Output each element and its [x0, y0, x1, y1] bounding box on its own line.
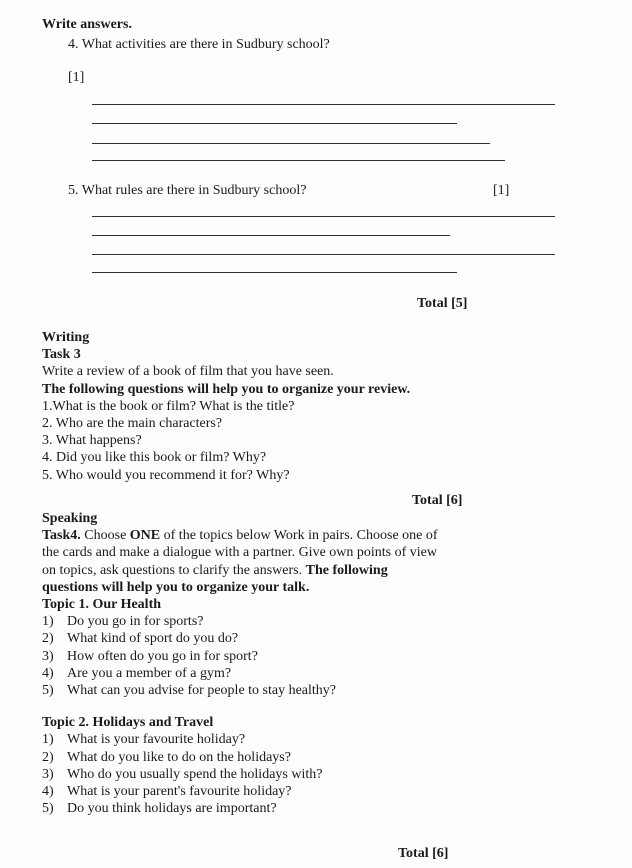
question-number: 1): [42, 732, 54, 748]
writing-question: 2. Who are the main characters?: [42, 416, 223, 432]
question-number: 1): [42, 614, 54, 630]
writing-question: 3. What happens?: [42, 433, 142, 449]
question-number: 2): [42, 749, 54, 765]
topic-question: [42, 648, 438, 665]
question-text: Do you go in for sports?: [67, 614, 204, 630]
writing-section: [42, 329, 410, 484]
question-number: 2): [42, 631, 54, 647]
reading-total: Total [5]: [417, 296, 468, 311]
writing-help: The following questions will help you to organize your review.: [42, 381, 411, 397]
topic-question: [42, 682, 438, 699]
topic-question: [42, 800, 438, 817]
question-number: 3): [42, 648, 54, 664]
speaking-section: [42, 510, 438, 817]
topic-1-title: Topic 1. Our Health: [42, 597, 162, 613]
task-4-text: the cards and make a dialogue with a partner. Give own points of view: [42, 545, 437, 561]
writing-question: 5. Who would you recommend it for? Why?: [42, 467, 290, 483]
speaking-heading: Speaking: [42, 511, 98, 526]
answer-line[interactable]: [92, 235, 450, 236]
question-text: How often do you go in for sport?: [67, 648, 258, 664]
task-4-label: Task4.: [42, 528, 81, 544]
task-4-one: ONE: [129, 528, 161, 544]
question-number: 3): [42, 766, 54, 782]
question-text: What kind of sport do you do?: [67, 631, 239, 647]
question-text: Do you think holidays are important?: [67, 801, 277, 817]
task-4-text: on topics, ask questions to clarify the answers.: [42, 562, 306, 578]
question-number: 4): [42, 784, 54, 800]
answer-line[interactable]: [92, 216, 555, 217]
task-3-label: Task 3: [42, 347, 81, 363]
topic-question: [42, 613, 438, 630]
question-4: 4. What activities are there in Sudbury school?: [68, 37, 330, 52]
topic-question: [42, 665, 438, 682]
answer-line[interactable]: [92, 160, 505, 161]
question-text: What do you like to do on the holidays?: [67, 749, 291, 765]
writing-total: Total [6]: [412, 493, 463, 508]
question-text: What is your favourite holiday?: [67, 732, 246, 748]
topic-question: [42, 630, 438, 647]
question-text: Who do you usually spend the holidays with?: [67, 766, 323, 782]
topic-question: [42, 783, 438, 800]
topic-question: [42, 731, 438, 748]
question-number: 5): [42, 801, 54, 817]
writing-heading: Writing: [42, 330, 90, 345]
answer-line[interactable]: [92, 104, 555, 105]
task-4-text: Choose: [80, 528, 130, 544]
question-text: What can you advise for people to stay healthy?: [67, 683, 337, 699]
question-number: 4): [42, 665, 54, 681]
question-text: Are you a member of a gym?: [67, 665, 232, 681]
question-5: 5. What rules are there in Sudbury school?: [68, 183, 307, 198]
answer-line[interactable]: [92, 254, 555, 255]
question-5-mark: [1]: [493, 183, 510, 198]
question-4-mark: [1]: [68, 70, 85, 85]
answer-line[interactable]: [92, 143, 490, 144]
speaking-help: questions will help you to organize your talk.: [42, 579, 310, 595]
answer-line[interactable]: [92, 272, 457, 273]
question-text: What is your parent's favourite holiday?: [67, 784, 292, 800]
writing-question: 4. Did you like this book or film? Why?: [42, 450, 267, 466]
topic-question: [42, 766, 438, 783]
topic-question: [42, 749, 438, 766]
write-answers-heading: Write answers.: [42, 17, 132, 32]
topic-2-title: Topic 2. Holidays and Travel: [42, 715, 214, 731]
answer-line[interactable]: [92, 123, 457, 124]
writing-instruction: Write a review of a book of film that you have seen.: [42, 364, 334, 380]
speaking-total: Total [6]: [398, 846, 449, 861]
question-number: 5): [42, 683, 54, 699]
task-4-text: of the topics below Work in pairs. Choose one of: [160, 528, 438, 544]
speaking-help: The following: [305, 562, 388, 578]
writing-question: 1.What is the book or film? What is the title?: [42, 398, 295, 414]
